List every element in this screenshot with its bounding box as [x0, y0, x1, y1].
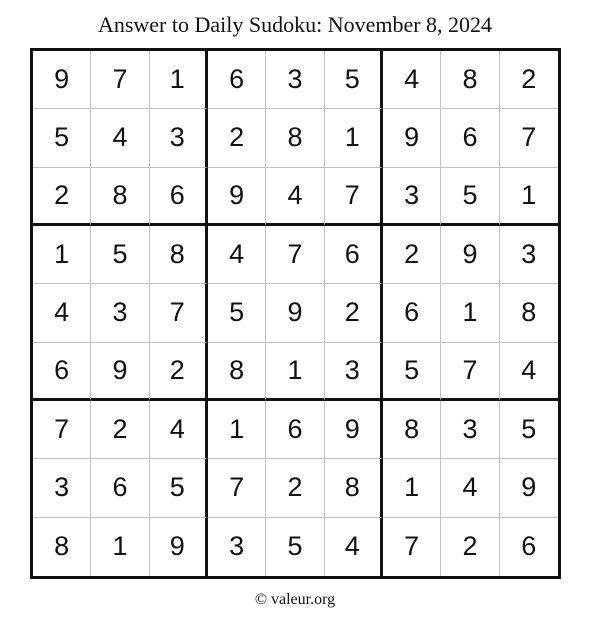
sudoku-cell-r9-c1: 8 [33, 518, 91, 576]
sudoku-cell-r5-c3: 7 [150, 284, 208, 342]
sudoku-cell-r4-c9: 3 [500, 226, 558, 284]
sudoku-cell-r1-c8: 8 [441, 51, 499, 109]
sudoku-cell-r6-c4: 8 [208, 343, 266, 401]
sudoku-cell-r3-c5: 4 [266, 168, 324, 226]
sudoku-cell-r8-c6: 8 [325, 459, 383, 517]
sudoku-cell-r1-c6: 5 [325, 51, 383, 109]
sudoku-cell-r2-c3: 3 [150, 109, 208, 167]
sudoku-cell-r8-c2: 6 [91, 459, 149, 517]
sudoku-cell-r9-c2: 1 [91, 518, 149, 576]
page-title: Answer to Daily Sudoku: November 8, 2024 [97, 12, 493, 37]
sudoku-cell-r3-c4: 9 [208, 168, 266, 226]
sudoku-cell-r3-c7: 3 [383, 168, 441, 226]
sudoku-cell-r5-c7: 6 [383, 284, 441, 342]
sudoku-cell-r6-c2: 9 [91, 343, 149, 401]
sudoku-cell-r7-c7: 8 [383, 401, 441, 459]
sudoku-cell-r2-c1: 5 [33, 109, 91, 167]
sudoku-cell-r8-c4: 7 [208, 459, 266, 517]
sudoku-cell-r7-c8: 3 [441, 401, 499, 459]
sudoku-cell-r8-c7: 1 [383, 459, 441, 517]
sudoku-cell-r8-c5: 2 [266, 459, 324, 517]
sudoku-cell-r5-c2: 3 [91, 284, 149, 342]
sudoku-cell-r8-c1: 3 [33, 459, 91, 517]
sudoku-cell-r1-c7: 4 [383, 51, 441, 109]
sudoku-cell-r4-c3: 8 [150, 226, 208, 284]
sudoku-cell-r7-c5: 6 [266, 401, 324, 459]
sudoku-cell-r6-c7: 5 [383, 343, 441, 401]
sudoku-cell-r1-c1: 9 [33, 51, 91, 109]
sudoku-cell-r3-c1: 2 [33, 168, 91, 226]
sudoku-cell-r5-c9: 8 [500, 284, 558, 342]
sudoku-cell-r9-c7: 7 [383, 518, 441, 576]
sudoku-cell-r1-c9: 2 [500, 51, 558, 109]
sudoku-cell-r4-c6: 6 [325, 226, 383, 284]
sudoku-cell-r3-c8: 5 [441, 168, 499, 226]
sudoku-cell-r6-c3: 2 [150, 343, 208, 401]
sudoku-cell-r5-c1: 4 [33, 284, 91, 342]
sudoku-cell-r3-c9: 1 [500, 168, 558, 226]
sudoku-cell-r6-c5: 1 [266, 343, 324, 401]
sudoku-cell-r5-c6: 2 [325, 284, 383, 342]
sudoku-cell-r2-c2: 4 [91, 109, 149, 167]
sudoku-cell-r4-c8: 9 [441, 226, 499, 284]
sudoku-cell-r4-c2: 5 [91, 226, 149, 284]
sudoku-cell-r2-c8: 6 [441, 109, 499, 167]
sudoku-board [30, 48, 561, 579]
sudoku-cell-r4-c7: 2 [383, 226, 441, 284]
sudoku-cell-r9-c8: 2 [441, 518, 499, 576]
sudoku-cell-r2-c5: 8 [266, 109, 324, 167]
sudoku-cell-r7-c3: 4 [150, 401, 208, 459]
sudoku-cell-r1-c4: 6 [208, 51, 266, 109]
sudoku-cell-r7-c9: 5 [500, 401, 558, 459]
sudoku-cell-r8-c9: 9 [500, 459, 558, 517]
sudoku-cell-r2-c9: 7 [500, 109, 558, 167]
copyright-footer: © valeur.org [254, 591, 336, 608]
sudoku-cell-r9-c5: 5 [266, 518, 324, 576]
sudoku-cell-r9-c4: 3 [208, 518, 266, 576]
sudoku-cell-r1-c2: 7 [91, 51, 149, 109]
sudoku-cell-r9-c9: 6 [521, 531, 537, 562]
sudoku-cell-r1-c5: 3 [266, 51, 324, 109]
sudoku-cell-r3-c2: 8 [91, 168, 149, 226]
sudoku-cell-r6-c6: 3 [325, 343, 383, 401]
sudoku-cell-r4-c1: 1 [33, 226, 91, 284]
sudoku-cell-r2-c7: 9 [383, 109, 441, 167]
sudoku-cell-r3-c3: 6 [150, 168, 208, 226]
sudoku-cell-r5-c8: 1 [441, 284, 499, 342]
sudoku-cell-r6-c8: 7 [441, 343, 499, 401]
sudoku-cell-r7-c2: 2 [91, 401, 149, 459]
sudoku-cell-r7-c6: 9 [325, 401, 383, 459]
sudoku-cell-r9-c6: 4 [325, 518, 383, 576]
sudoku-cell-r6-c9: 4 [500, 343, 558, 401]
sudoku-cell-r2-c6: 1 [325, 109, 383, 167]
sudoku-cell-r2-c4: 2 [208, 109, 266, 167]
sudoku-cell-r9-c3: 9 [150, 518, 208, 576]
sudoku-cell-r6-c1: 6 [33, 343, 91, 401]
sudoku-cell-r8-c3: 5 [150, 459, 208, 517]
sudoku-cell-r5-c5: 9 [266, 284, 324, 342]
sudoku-cell-r5-c4: 5 [208, 284, 266, 342]
sudoku-cell-r8-c8: 4 [441, 459, 499, 517]
sudoku-cell-r3-c6: 7 [325, 168, 383, 226]
sudoku-cell-r7-c1: 7 [33, 401, 91, 459]
sudoku-cell-r4-c5: 7 [266, 226, 324, 284]
sudoku-cell-r4-c4: 4 [208, 226, 266, 284]
sudoku-cell-r7-c4: 1 [208, 401, 266, 459]
sudoku-cell-r1-c3: 1 [150, 51, 208, 109]
